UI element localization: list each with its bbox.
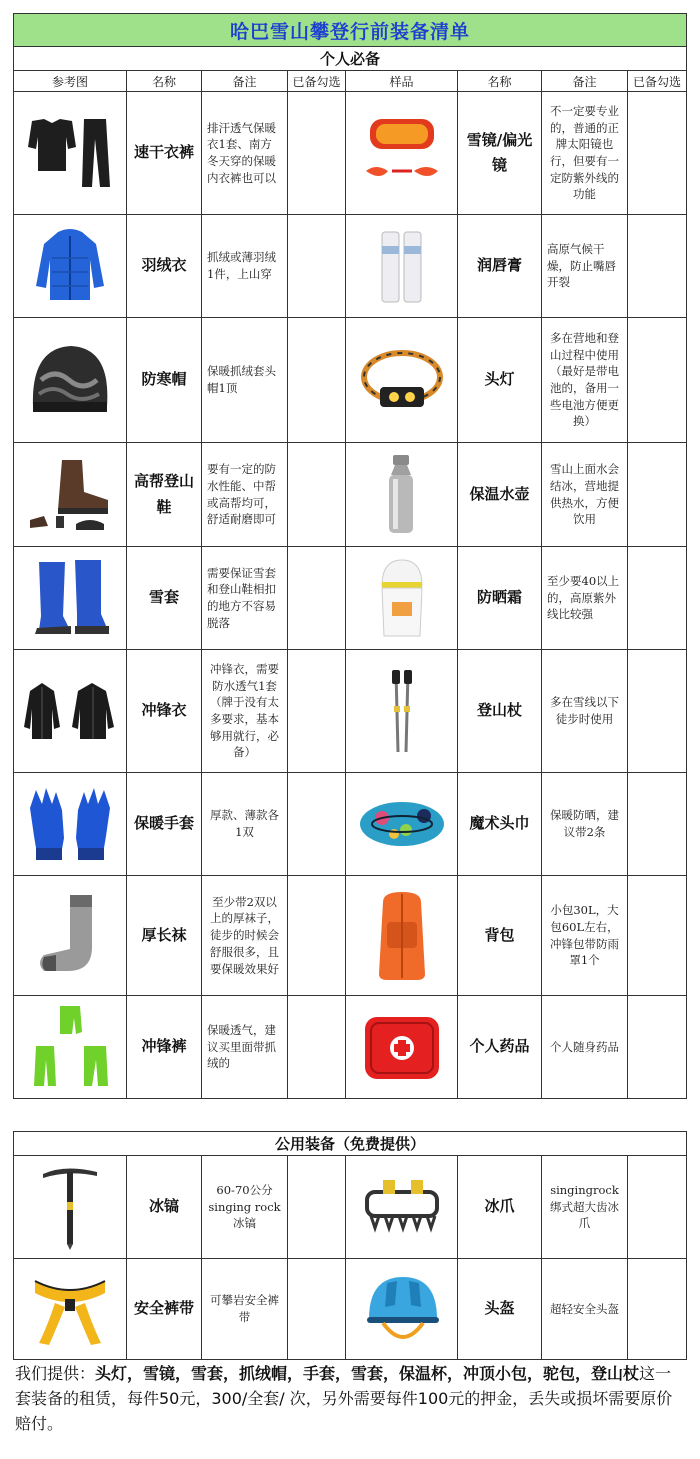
item-name: 登山杖 — [458, 650, 542, 773]
check-cell[interactable] — [628, 547, 687, 650]
item-note: 多在营地和登山过程中使用（最好是带电池的，备用一些电池方便更换） — [542, 318, 628, 443]
thermos-icon — [346, 443, 458, 547]
check-cell[interactable] — [628, 1156, 687, 1259]
ice-axe-icon — [14, 1156, 127, 1259]
header-cell: 已备勾选 — [628, 71, 687, 92]
item-name: 安全裤带 — [127, 1259, 202, 1360]
table-row — [14, 773, 687, 876]
check-cell[interactable] — [628, 876, 687, 996]
item-name: 速干衣裤 — [127, 92, 202, 215]
item-name: 保温水壶 — [458, 443, 542, 547]
base-layer-icon — [14, 92, 127, 215]
header-cell: 备注 — [542, 71, 628, 92]
rental-notice-terms: 这一套装备的租赁，每件50元，300/全套/ 次，另外需要每件100元的押金，丢失或损坏需要原价赔付。 — [15, 1364, 673, 1433]
headlamp-icon — [346, 318, 458, 443]
crampons-icon — [346, 1156, 458, 1259]
item-note: 超轻安全头盔 — [542, 1259, 628, 1360]
table-row — [14, 996, 687, 1099]
item-name: 背包 — [458, 876, 542, 996]
check-cell[interactable] — [628, 215, 687, 318]
header-cell: 名称 — [127, 71, 202, 92]
item-name: 冰爪 — [458, 1156, 542, 1259]
harness-icon — [14, 1259, 127, 1360]
check-cell[interactable] — [628, 318, 687, 443]
trekking-poles-icon — [346, 650, 458, 773]
item-note: 至少要40以上的，高原紫外线比较强 — [542, 547, 628, 650]
item-name: 冲锋衣 — [127, 650, 202, 773]
item-name: 魔术头巾 — [458, 773, 542, 876]
item-name: 保暖手套 — [127, 773, 202, 876]
first-aid-kit-icon — [346, 996, 458, 1099]
item-name: 羽绒衣 — [127, 215, 202, 318]
header-row — [14, 71, 687, 92]
header-cell: 名称 — [458, 71, 542, 92]
item-note: 保暖防晒，建议带2条 — [542, 773, 628, 876]
rental-notice — [13, 1361, 686, 1436]
item-note: 60-70公分singing rock冰镐 — [202, 1156, 288, 1259]
table-row — [14, 547, 687, 650]
item-name: 雪镜/偏光镜 — [458, 92, 542, 215]
ski-goggles-icon — [346, 92, 458, 215]
check-cell[interactable] — [288, 996, 346, 1099]
section-title-personal: 个人必备 — [14, 47, 687, 71]
table-row — [14, 1156, 687, 1259]
table-row — [14, 876, 687, 996]
down-jacket-icon — [14, 215, 127, 318]
item-name: 厚长袜 — [127, 876, 202, 996]
item-name: 防晒霜 — [458, 547, 542, 650]
item-name: 润唇膏 — [458, 215, 542, 318]
item-name: 高帮登山鞋 — [127, 443, 202, 547]
check-cell[interactable] — [628, 773, 687, 876]
item-note: 不一定要专业的，普通的正牌太阳镜也行，但要有一定防紫外线的功能 — [542, 92, 628, 215]
table-row — [14, 215, 687, 318]
check-cell[interactable] — [288, 650, 346, 773]
header-cell: 参考图 — [14, 71, 127, 92]
page-title: 哈巴雪山攀登行前装备清单 — [14, 14, 687, 47]
table-row — [14, 318, 687, 443]
item-note: 个人随身药品 — [542, 996, 628, 1099]
item-note: 多在雪线以下徒步时使用 — [542, 650, 628, 773]
check-cell[interactable] — [288, 547, 346, 650]
buff-icon — [346, 773, 458, 876]
header-cell: 已备勾选 — [288, 71, 346, 92]
public-equipment-table — [13, 1131, 687, 1360]
item-name: 冲锋裤 — [127, 996, 202, 1099]
header-cell: 样品 — [346, 71, 458, 92]
check-cell[interactable] — [628, 92, 687, 215]
beanie-icon — [14, 318, 127, 443]
item-name: 防寒帽 — [127, 318, 202, 443]
item-note: 需要保证雪套和登山鞋相扣的地方不容易脱落 — [202, 547, 288, 650]
personal-equipment-table — [13, 13, 687, 1099]
item-note: 雪山上面水会结冰，营地提供热水，方便饮用 — [542, 443, 628, 547]
shell-jacket-icon — [14, 650, 127, 773]
sunscreen-icon — [346, 547, 458, 650]
check-cell[interactable] — [628, 650, 687, 773]
item-note: 小包30L，大包60L左右，冲锋包带防雨罩1个 — [542, 876, 628, 996]
check-cell[interactable] — [288, 876, 346, 996]
table-row — [14, 650, 687, 773]
item-note: 抓绒或薄羽绒1件，上山穿 — [202, 215, 288, 318]
item-name: 冰镐 — [127, 1156, 202, 1259]
check-cell[interactable] — [628, 1259, 687, 1360]
table-row — [14, 1259, 687, 1360]
item-note: 保暖抓绒套头帽1顶 — [202, 318, 288, 443]
check-cell[interactable] — [628, 443, 687, 547]
item-note: 保暖透气，建议买里面带抓绒的 — [202, 996, 288, 1099]
gloves-icon — [14, 773, 127, 876]
check-cell[interactable] — [288, 215, 346, 318]
socks-icon — [14, 876, 127, 996]
check-cell[interactable] — [288, 318, 346, 443]
check-cell[interactable] — [628, 996, 687, 1099]
table-row — [14, 92, 687, 215]
check-cell[interactable] — [288, 1156, 346, 1259]
helmet-icon — [346, 1259, 458, 1360]
table-row — [14, 443, 687, 547]
section-title-public: 公用装备（免费提供） — [14, 1132, 687, 1156]
backpack-icon — [346, 876, 458, 996]
item-name: 雪套 — [127, 547, 202, 650]
check-cell[interactable] — [288, 773, 346, 876]
check-cell[interactable] — [288, 443, 346, 547]
check-cell[interactable] — [288, 92, 346, 215]
hiking-boots-icon — [14, 443, 127, 547]
item-note: singingrock绑式超大齿冰爪 — [542, 1156, 628, 1259]
check-cell[interactable] — [288, 1259, 346, 1360]
shell-pants-icon — [14, 996, 127, 1099]
header-cell: 备注 — [202, 71, 288, 92]
gaiters-icon — [14, 547, 127, 650]
item-name: 头灯 — [458, 318, 542, 443]
rental-items: 头灯，雪镜，雪套，抓绒帽，手套，雪套，保温杯，冲顶小包，驼包，登山杖 — [95, 1364, 640, 1383]
item-note: 要有一定的防水性能、中帮或高帮均可，舒适耐磨即可 — [202, 443, 288, 547]
lip-balm-icon — [346, 215, 458, 318]
item-name: 头盔 — [458, 1259, 542, 1360]
item-note: 至少带2双以上的厚袜子，徒步的时候会舒服很多，且要保暖效果好 — [202, 876, 288, 996]
rental-notice-prefix: 我们提供： — [15, 1364, 96, 1383]
item-note: 厚款、薄款各1双 — [202, 773, 288, 876]
item-note: 排汗透气保暖衣1套、南方冬天穿的保暖内衣裤也可以 — [202, 92, 288, 215]
item-note: 冲锋衣，需要防水透气1套（牌于没有太多要求，基本够用就行，必备） — [202, 650, 288, 773]
item-note: 高原气候干燥，防止嘴唇开裂 — [542, 215, 628, 318]
item-note: 可攀岩安全裤带 — [202, 1259, 288, 1360]
item-name: 个人药品 — [458, 996, 542, 1099]
